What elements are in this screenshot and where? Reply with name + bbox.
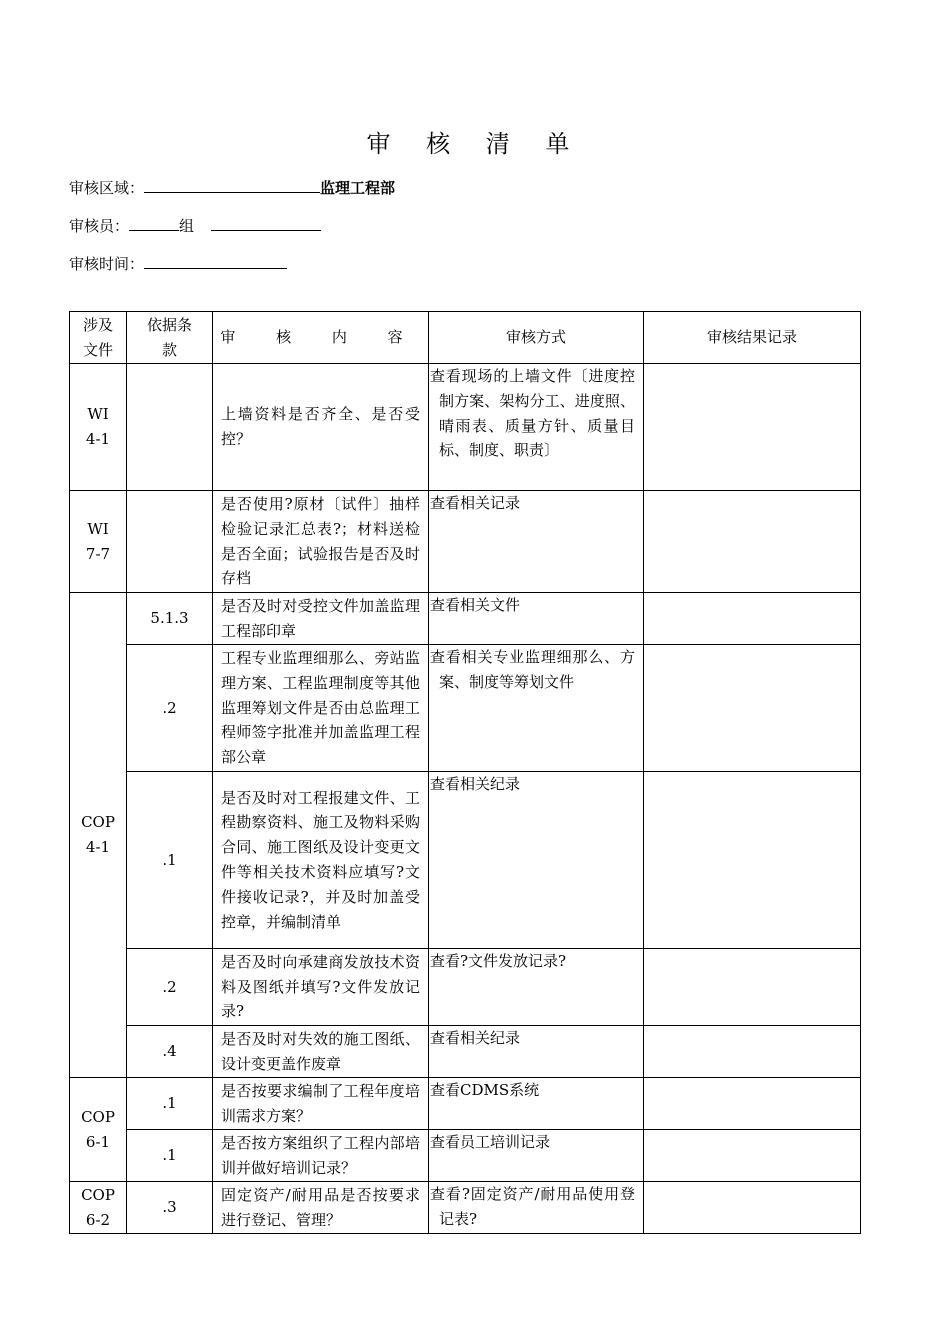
doc-cell: COP 4-1 bbox=[70, 593, 127, 1078]
doc-cell: WI 4-1 bbox=[70, 364, 127, 491]
clause-cell: .1 bbox=[127, 1078, 213, 1130]
result-cell bbox=[644, 364, 861, 491]
audit-area-underline bbox=[144, 178, 320, 193]
result-cell bbox=[644, 1182, 861, 1234]
method-cell bbox=[429, 949, 644, 1026]
table-row bbox=[70, 593, 861, 645]
doc-cell: COP 6-1 bbox=[70, 1078, 127, 1182]
result-cell bbox=[644, 645, 861, 772]
audit-time-field bbox=[69, 254, 287, 274]
method-cell bbox=[429, 593, 644, 645]
page-title: 审 核 清 单 bbox=[366, 130, 584, 158]
method-text: 查看CDMS系统 bbox=[430, 1081, 540, 1099]
content-cell: 是否及时对受控文件加盖监理工程部印章 bbox=[213, 593, 429, 645]
method-text: 查看相关纪录 bbox=[430, 775, 521, 793]
clause-cell: .4 bbox=[127, 1026, 213, 1078]
method-cell bbox=[429, 1026, 644, 1078]
col-header-doc: 涉及文件 bbox=[70, 312, 127, 364]
table-row bbox=[70, 645, 861, 772]
method-cell bbox=[429, 772, 644, 949]
result-cell bbox=[644, 1130, 861, 1182]
audit-time-label: 审核时间： bbox=[69, 255, 145, 273]
auditor-label: 审核员： bbox=[69, 217, 130, 235]
auditor-name-underline bbox=[211, 216, 321, 231]
method-text: 查看相关记录 bbox=[430, 494, 521, 512]
clause-cell: .2 bbox=[127, 949, 213, 1026]
result-cell bbox=[644, 1026, 861, 1078]
method-text: 查看?文件发放记录? bbox=[430, 952, 567, 970]
content-cell: 固定资产/耐用品是否按要求进行登记、管理？ bbox=[213, 1182, 429, 1234]
col-header-content: 审 核 内 容 bbox=[213, 312, 429, 364]
method-cell bbox=[429, 1078, 644, 1130]
method-cell bbox=[429, 491, 644, 593]
result-cell bbox=[644, 491, 861, 593]
content-cell: 是否使用?原材〔试件〕抽样检验记录汇总表?；材料送检是否全面；试验报告是否及时存档 bbox=[213, 491, 429, 593]
table-row bbox=[70, 1130, 861, 1182]
content-cell: 是否按要求编制了工程年度培训需求方案？ bbox=[213, 1078, 429, 1130]
table-row bbox=[70, 949, 861, 1026]
result-cell bbox=[644, 772, 861, 949]
clause-cell: .1 bbox=[127, 1130, 213, 1182]
table-row bbox=[70, 364, 861, 491]
clause-cell bbox=[127, 491, 213, 593]
content-cell: 是否按方案组织了工程内部培训并做好培训记录？ bbox=[213, 1130, 429, 1182]
method-text: 查看?固定资产/耐用品使用登记表? bbox=[430, 1185, 635, 1228]
method-text: 查看现场的上墙文件〔进度控制方案、架构分工、进度照、晴雨表、质量方针、质量目标、制度、职责〕 bbox=[430, 367, 635, 460]
auditor-group-underline bbox=[129, 216, 179, 231]
method-text: 查看相关专业监理细那么、方案、制度等筹划文件 bbox=[430, 648, 635, 691]
method-cell bbox=[429, 1182, 644, 1234]
content-cell: 是否及时向承建商发放技术资料及图纸并填写?文件发放记录? bbox=[213, 949, 429, 1026]
clause-cell: .1 bbox=[127, 772, 213, 949]
col-header-method: 审核方式 bbox=[429, 312, 644, 364]
method-cell bbox=[429, 364, 644, 491]
method-text: 查看员工培训记录 bbox=[430, 1133, 551, 1151]
table-row bbox=[70, 1078, 861, 1130]
table-header-row bbox=[70, 312, 861, 364]
table-row bbox=[70, 491, 861, 593]
col-header-result: 审核结果记录 bbox=[644, 312, 861, 364]
table-row bbox=[70, 772, 861, 949]
result-cell bbox=[644, 1078, 861, 1130]
clause-cell bbox=[127, 364, 213, 491]
audit-area-value: 监理工程部 bbox=[320, 179, 396, 197]
content-cell: 上墙资料是否齐全、是否受控？ bbox=[213, 364, 429, 491]
content-cell: 是否及时对失效的施工图纸、设计变更盖作废章 bbox=[213, 1026, 429, 1078]
doc-cell: COP 6-2 bbox=[70, 1182, 127, 1234]
method-cell bbox=[429, 645, 644, 772]
content-cell: 工程专业监理细那么、旁站监理方案、工程监理制度等其他监理筹划文件是否由总监理工程师签字批准并加盖监理工程部公章 bbox=[213, 645, 429, 772]
doc-cell: WI 7-7 bbox=[70, 491, 127, 593]
method-cell bbox=[429, 1130, 644, 1182]
audit-area-label: 审核区域： bbox=[69, 179, 145, 197]
content-cell: 是否及时对工程报建文件、工程勘察资料、施工及物料采购合同、施工图纸及设计变更文件等相关技术资料应填写?文件接收记录?，并及时加盖受控章，并编制清单 bbox=[213, 772, 429, 949]
auditor-field bbox=[69, 216, 321, 236]
col-header-clause: 依据条款 bbox=[127, 312, 213, 364]
clause-cell: 5.1.3 bbox=[127, 593, 213, 645]
result-cell bbox=[644, 593, 861, 645]
table-row bbox=[70, 1026, 861, 1078]
auditor-group-label: 组 bbox=[179, 217, 195, 235]
method-text: 查看相关纪录 bbox=[430, 1029, 521, 1047]
audit-time-underline bbox=[144, 254, 287, 269]
audit-area-field bbox=[69, 178, 395, 198]
clause-cell: .3 bbox=[127, 1182, 213, 1234]
audit-checklist-table bbox=[69, 311, 861, 1234]
table-row bbox=[70, 1182, 861, 1234]
result-cell bbox=[644, 949, 861, 1026]
clause-cell: .2 bbox=[127, 645, 213, 772]
method-text: 查看相关文件 bbox=[430, 596, 521, 614]
